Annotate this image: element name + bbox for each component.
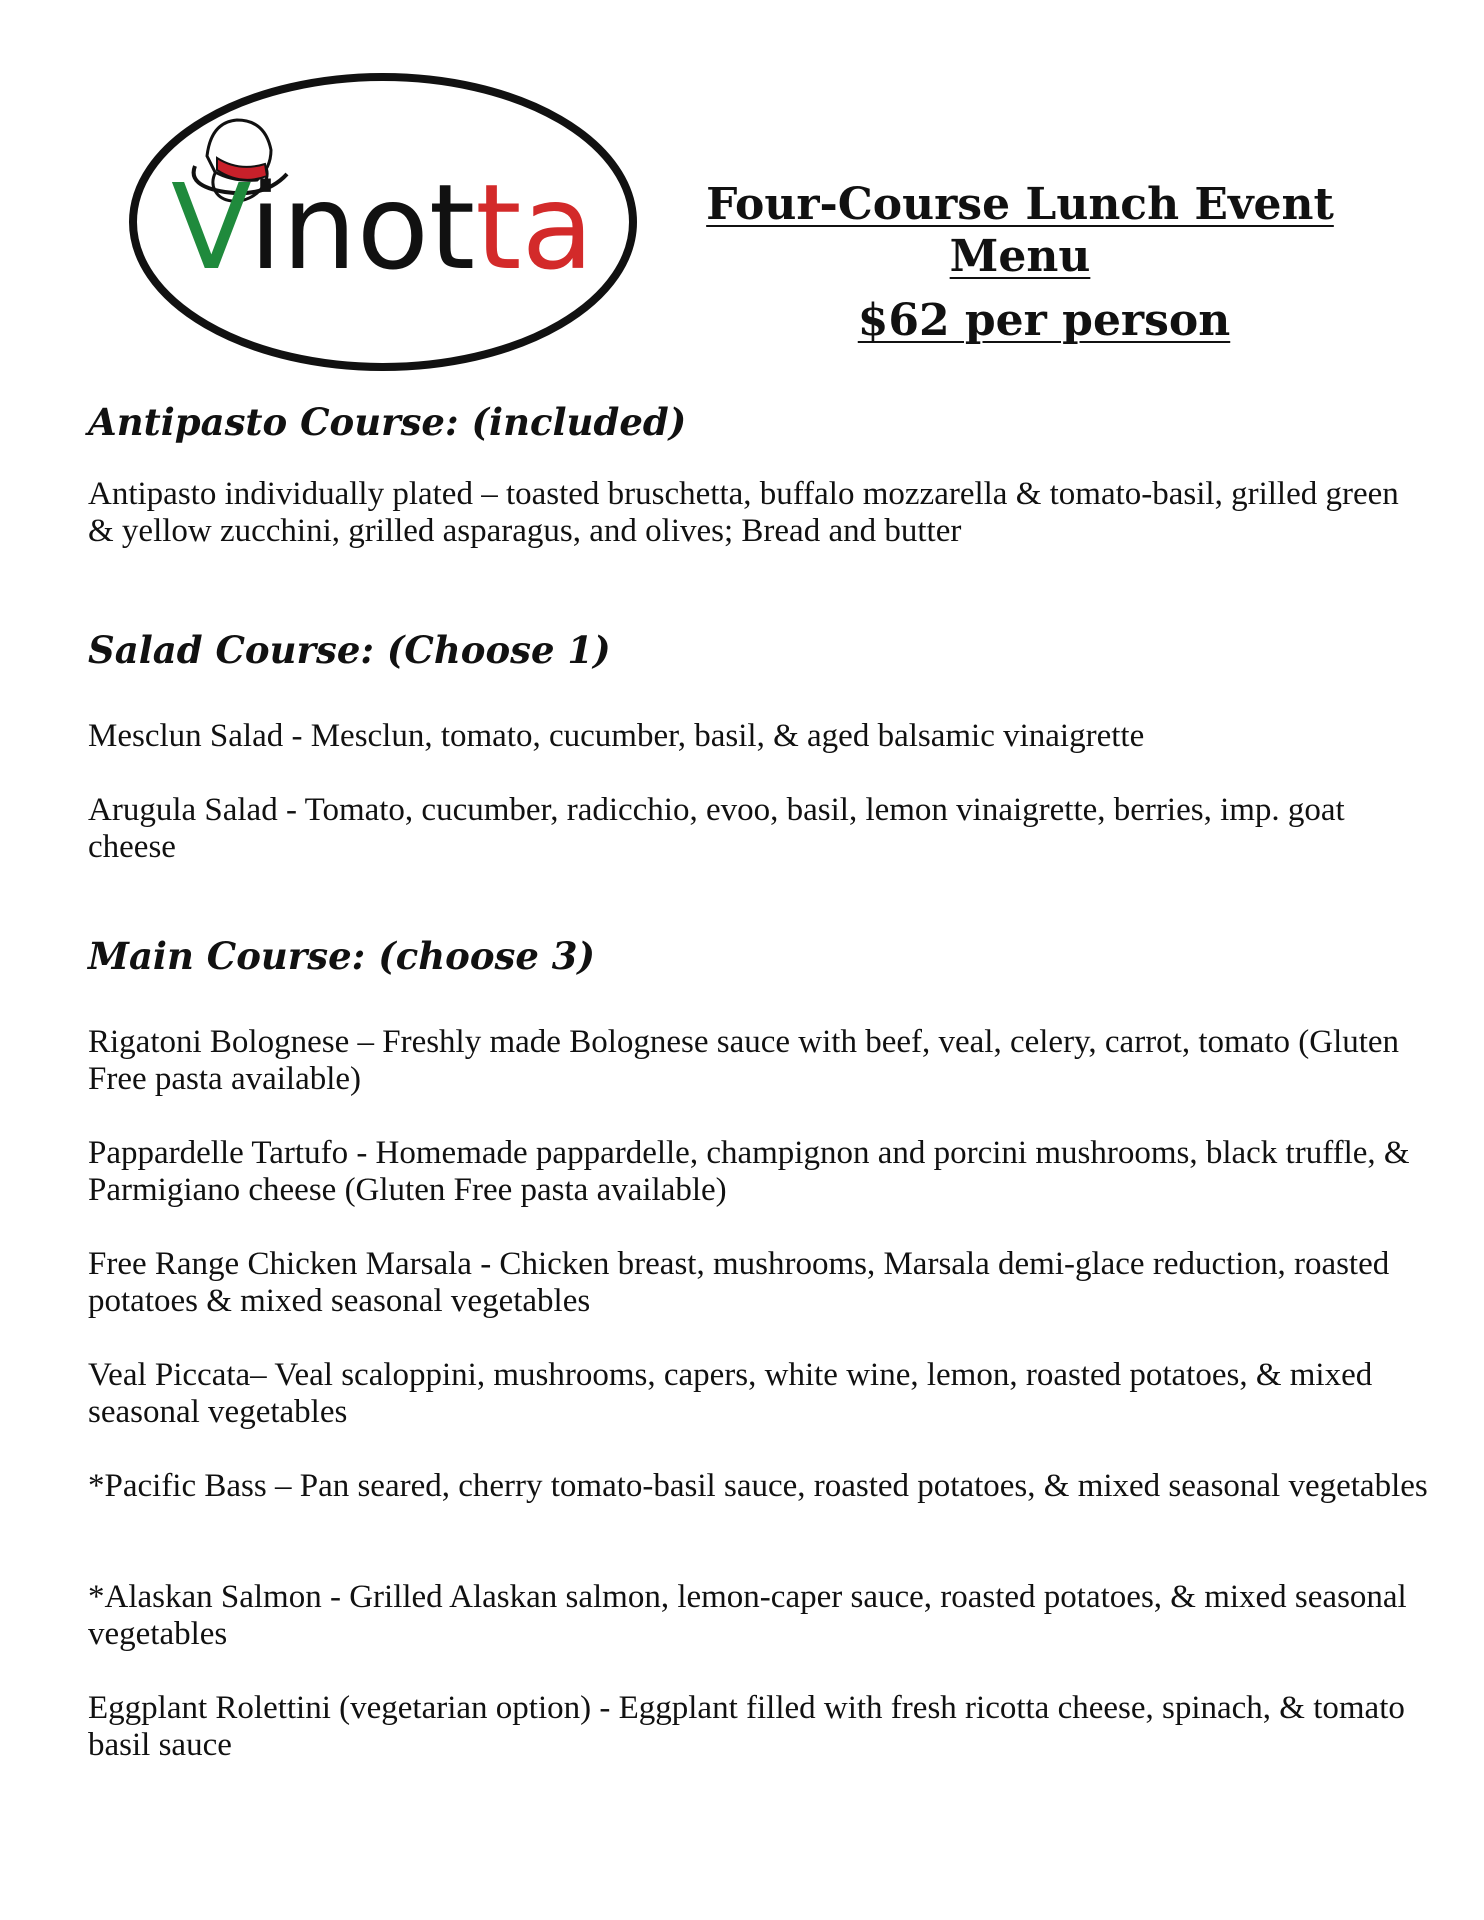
main-item-veal: Veal Piccata– Veal scaloppini, mushrooms, capers, white wine, lemon, roasted potatoes, & mixed seasonal vegetables bbox=[88, 1357, 1373, 1430]
salad-item-arugula: Arugula Salad - Tomato, cucumber, radicchio, evoo, basil, lemon vinaigrette, berries, imp. goat cheese bbox=[88, 792, 1345, 865]
antipasto-item: Antipasto individually plated – toasted bruschetta, buffalo mozzarella & tomato-basil, grilled green & yellow zucchini, grilled asparagus, and olives; Bread and butter bbox=[88, 476, 1399, 549]
main-item-eggplant: Eggplant Rolettini (vegetarian option) - Eggplant filled with fresh ricotta cheese, spinach, & tomato basil sauce bbox=[88, 1690, 1405, 1763]
main-item-bass: *Pacific Bass – Pan seared, cherry tomato-basil sauce, roasted potatoes, & mixed seasonal vegetables bbox=[88, 1468, 1428, 1504]
main-heading: Main Course: (choose 3) bbox=[88, 934, 595, 978]
vinotta-logo-graphic bbox=[125, 70, 645, 375]
antipasto-heading: Antipasto Course: (included) bbox=[88, 400, 687, 444]
main-item-salmon: *Alaskan Salmon - Grilled Alaskan salmon, lemon-caper sauce, roasted potatoes, & mixed seasonal vegetables bbox=[88, 1579, 1407, 1652]
logo-letters-green: V bbox=[171, 158, 250, 296]
logo-letters-black: inot bbox=[249, 158, 476, 296]
logo-wordmark bbox=[171, 158, 594, 296]
main-item-chicken: Free Range Chicken Marsala - Chicken breast, mushrooms, Marsala demi-glace reduction, roasted potatoes & mixed seasonal vegetables bbox=[88, 1246, 1390, 1319]
menu-price: $62 per person bbox=[857, 295, 1231, 346]
main-item-rigatoni: Rigatoni Bolognese – Freshly made Bolognese sauce with beef, veal, celery, carrot, tomato (Gluten Free pasta available) bbox=[88, 1024, 1400, 1097]
menu-title: Four-Course Lunch Event bbox=[706, 179, 1334, 230]
main-item-pappardelle: Pappardelle Tartufo - Homemade pappardelle, champignon and porcini mushrooms, black truffle, & Parmigiano cheese (Gluten Free pasta available) bbox=[88, 1135, 1410, 1208]
salad-item-mesclun: Mesclun Salad - Mesclun, tomato, cucumber, basil, & aged balsamic vinaigrette bbox=[88, 718, 1145, 754]
salad-heading: Salad Course: (Choose 1) bbox=[88, 628, 611, 672]
menu-subtitle: Menu bbox=[949, 231, 1091, 282]
logo-letters-red: ta bbox=[475, 158, 594, 296]
vinotta-logo bbox=[125, 70, 645, 375]
